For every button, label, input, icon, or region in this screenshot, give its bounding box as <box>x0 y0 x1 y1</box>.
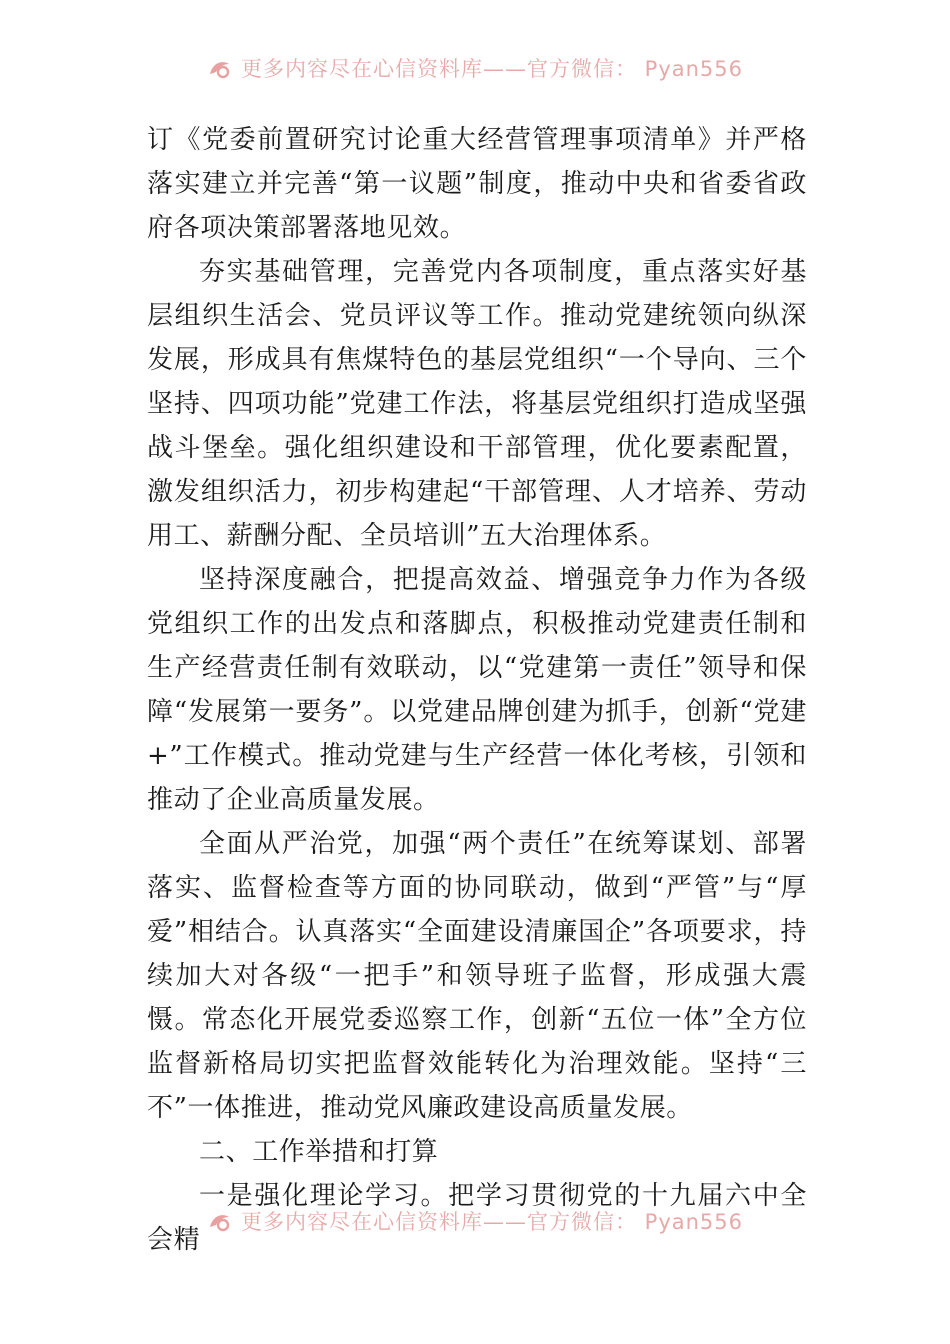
watermark-header <box>0 52 950 86</box>
section-heading: 二、工作举措和打算 <box>199 1137 439 1167</box>
watermark-logo-icon <box>207 1211 233 1233</box>
paragraph: 一是强化理论学习。把学习贯彻党的十九届六中全会精 <box>147 1181 807 1255</box>
watermark-text: 更多内容尽在心信资料库——官方微信： Pyan556 <box>240 1210 744 1234</box>
paragraph: 订《党委前置研究讨论重大经营管理事项清单》并严格落实建立并完善“第一议题”制度，推动中央和省委省政府各项决策部署落地见效。 <box>147 125 807 243</box>
watermark-footer <box>0 1205 950 1239</box>
paragraph: 坚持深度融合，把提高效益、增强竞争力作为各级党组织工作的出发点和落脚点，积极推动党建责任制和生产经营责任制有效联动，以“党建第一责任”领导和保障“发展第一要务”。以党建品牌创建为抓手，创新“党建+”工作模式。推动党建与生产经营一体化考核，引领和推动了企业高质量发展。 <box>147 565 807 815</box>
paragraph: 夯实基础管理，完善党内各项制度，重点落实好基层组织生活会、党员评议等工作。推动党建统领向纵深发展，形成具有焦煤特色的基层党组织“一个导向、三个坚持、四项功能”党建工作法，将基层党组织打造成坚强战斗堡垒。强化组织建设和干部管理，优化要素配置，激发组织活力，初步构建起“干部管理、人才培养、劳动用工、薪酬分配、全员培训”五大治理体系。 <box>147 257 807 551</box>
watermark-logo-icon <box>207 58 233 80</box>
paragraph: 全面从严治党，加强“两个责任”在统筹谋划、部署落实、监督检查等方面的协同联动，做到“严管”与“厚爱”相结合。认真落实“全面建设清廉国企”各项要求，持续加大对各级“一把手”和领导班子监督，形成强大震慑。常态化开展党委巡察工作，创新“五位一体”全方位监督新格局切实把监督效能转化为治理效能。坚持“三不”一体推进，推动党风廉政建设高质量发展。 <box>147 829 807 1123</box>
document-body <box>147 118 807 1262</box>
watermark-text: 更多内容尽在心信资料库——官方微信： Pyan556 <box>240 57 744 81</box>
